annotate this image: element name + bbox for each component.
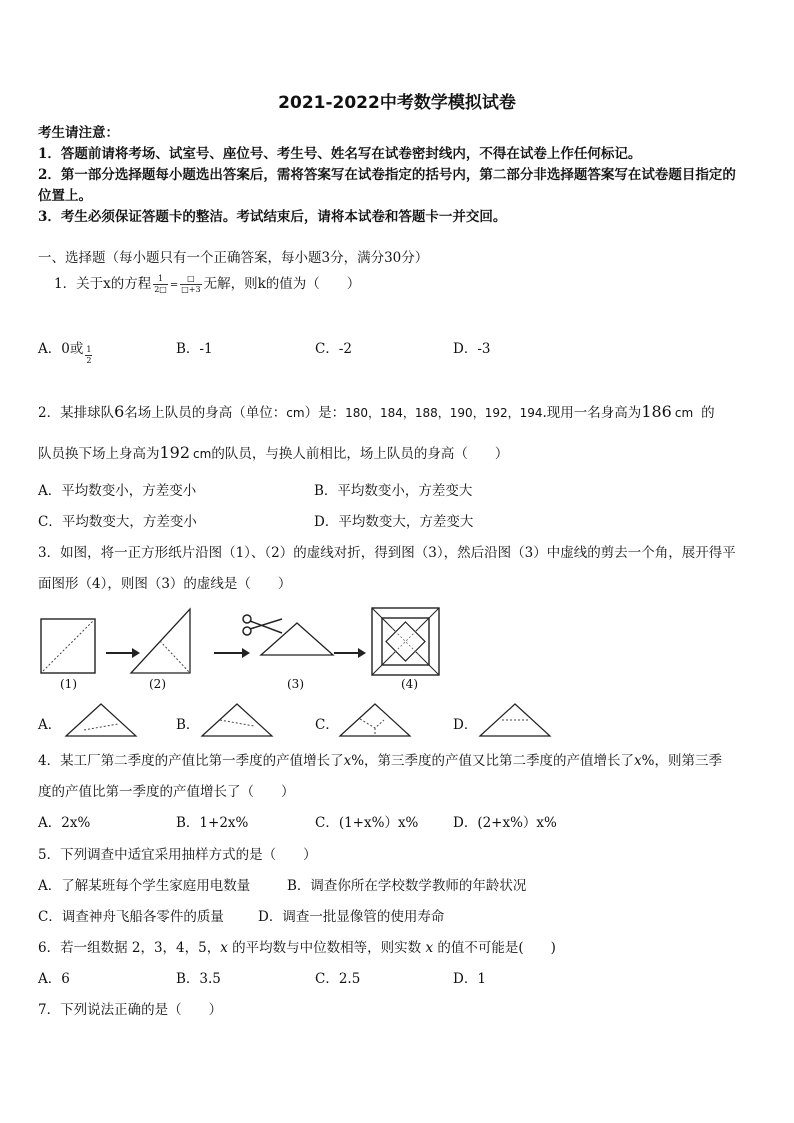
q5-option-d: D．调查一批显像管的使用寿命	[258, 909, 445, 925]
q2-option-a: A．平均数变小，方差变小	[38, 483, 197, 499]
section-heading: 一、选择题（每小题只有一个正确答案，每小题3分，满分30分）	[38, 250, 429, 266]
q2-cm-unit: cm	[286, 406, 305, 420]
q4-option-a: A．2x%	[38, 815, 91, 831]
notice-item-1: 1．答题前请将考场、试室号、座位号、考生号、姓名写在试卷密封线内，不得在试卷上作任何标记。	[38, 146, 642, 162]
q2-h192: 192	[159, 443, 191, 462]
q3-option-b-figure	[200, 700, 274, 740]
q5-option-c: C．调查神舟飞船各零件的质量	[38, 909, 224, 925]
arrow-icon	[214, 648, 250, 658]
q4-option-c: C．(1+x%）x%	[315, 815, 419, 831]
q1-fraction-left	[153, 274, 168, 295]
q2-l2-pre: 队员换下场上身高为	[38, 446, 160, 462]
q3-option-d: D．	[453, 717, 478, 733]
question-4-line-1	[38, 749, 722, 769]
q2-option-d: D．平均数变大，方差变大	[314, 514, 474, 530]
scissors-icon	[243, 615, 282, 635]
q2-cm-unit-2: cm	[674, 406, 694, 420]
fig-label-3: (3)	[287, 677, 304, 691]
q1-fraction-right	[180, 274, 201, 295]
q2-option-c: C．平均数变大，方差变小	[38, 514, 197, 530]
q1-option-a-text: A．0或	[38, 341, 84, 357]
q2-h186: 186	[641, 402, 672, 421]
q2-cm-unit-3: cm	[193, 447, 212, 461]
q6-option-a: A．6	[38, 971, 70, 987]
q4-l1-mid: %，第三季度的产值又比第二季度的产值增长了	[351, 753, 635, 769]
q6-option-c: C．2.5	[315, 971, 361, 987]
arrow-icon	[334, 648, 366, 658]
q4-l1-post: %，则第三季	[641, 753, 722, 769]
question-1-stem	[54, 272, 360, 295]
q6-stem-mid: 的平均数与中位数相等，则实数	[227, 940, 426, 956]
q3-option-d-figure	[478, 700, 552, 740]
question-3-line-1: 3．如图，将一正方形纸片沿图（1）、（2）的虚线对折，得到图（3），然后沿图（3）中虚线的剪去一个角，展开得平	[38, 545, 736, 561]
q2-l1-mid3: .现用一名身高为	[542, 405, 642, 421]
question-5-stem: 5．下列调查中适宜采用抽样方式的是（ ）	[38, 847, 317, 863]
q2-l1-pre: 2．某排球队	[38, 405, 115, 421]
q4-option-d: D．(2+x%）x%	[453, 815, 557, 831]
q1-option-c: C．-2	[315, 341, 352, 357]
q1-opt-a-den: 2	[86, 356, 92, 365]
notice-heading: 考生请注意：	[38, 125, 119, 141]
q2-l1-post: 的	[701, 405, 715, 421]
q1-stem-post: 无解，则k的值为（ ）	[203, 276, 361, 292]
q1-option-b: B．-1	[176, 341, 213, 357]
q1-frac1-num: 1	[153, 274, 168, 285]
q4-x1: x	[343, 753, 352, 769]
q6-stem-pre: 6．若一组数据 2，3，4，5，	[38, 940, 221, 956]
q6-option-d: D．1	[453, 971, 486, 987]
q5-option-b: B．调查你所在学校数学教师的年龄状况	[287, 878, 527, 894]
question-6-stem	[38, 936, 556, 956]
q6-x: x	[220, 940, 228, 956]
q6-stem-post: 的值不可能是( )	[433, 940, 556, 956]
question-7-stem: 7．下列说法正确的是（ ）	[38, 1002, 223, 1018]
question-2-line-1	[38, 401, 715, 421]
q3-folding-figure	[36, 605, 446, 693]
q4-x2: x	[634, 753, 642, 769]
q1-option-d: D．-3	[453, 341, 491, 357]
q2-six: 6	[114, 402, 125, 421]
q1-equals: =	[169, 280, 179, 291]
notice-item-2-cont: 位置上。	[38, 188, 92, 204]
fig1-square	[41, 619, 95, 673]
q1-frac2-den: □+3	[181, 285, 201, 294]
q1-option-a	[38, 337, 94, 366]
q4-l1-pre: 4．某工厂第二季度的产值比第一季度的产值增长了	[38, 753, 344, 769]
page-title: 2021-2022中考数学模拟试卷	[278, 93, 516, 113]
q1-stem-pre: 1．关于x的方程	[54, 276, 152, 292]
question-4-line-2: 度的产值比第一季度的产值增长了（ ）	[38, 784, 295, 800]
q2-option-b: B．平均数变小，方差变大	[314, 483, 473, 499]
q3-option-c-figure	[338, 700, 412, 740]
q4-option-b: B．1+2x%	[176, 815, 249, 831]
q1-frac1-den: 2□	[154, 285, 167, 294]
fig3-triangle	[261, 623, 333, 655]
q3-option-c: C．	[315, 717, 339, 733]
q3-option-a: A．	[38, 717, 62, 733]
q2-l1-mid2: ）是：	[304, 405, 346, 421]
notice-item-3: 3．考生必须保证答题卡的整洁。考试结束后，请将本试卷和答题卡一并交回。	[38, 209, 507, 225]
fig-label-2: (2)	[149, 677, 166, 691]
fig-label-4: (4)	[401, 677, 418, 691]
fig-label-1: (1)	[60, 677, 77, 691]
arrow-icon	[106, 648, 140, 658]
q1-option-a-fraction	[85, 345, 92, 366]
q2-heights: 180，184，188，190，192，194	[345, 406, 543, 420]
q3-option-b: B．	[176, 717, 200, 733]
q6-x2: x	[425, 940, 434, 956]
question-2-line-2	[38, 442, 508, 462]
q2-l2-post: 的队员，与换人前相比，场上队员的身高（ ）	[211, 446, 509, 462]
q6-option-b: B．3.5	[176, 971, 221, 987]
q1-opt-a-num: 1	[86, 345, 92, 354]
q2-l1-mid: 名场上队员的身高（单位：	[124, 405, 287, 421]
notice-item-2: 2．第一部分选择题每小题选出答案后，需将答案写在试卷指定的括号内，第二部分非选择题答案写在试卷题目指定的	[38, 167, 736, 183]
fig2-triangle	[131, 609, 190, 673]
q5-option-a: A．了解某班每个学生家庭用电数量	[38, 878, 251, 894]
question-3-line-2: 面图形（4），则图（3）的虚线是（ ）	[38, 576, 292, 592]
q1-frac2-num: □	[180, 274, 201, 285]
q3-option-a-figure	[64, 700, 138, 740]
fig4-unfolded-square	[372, 608, 439, 675]
